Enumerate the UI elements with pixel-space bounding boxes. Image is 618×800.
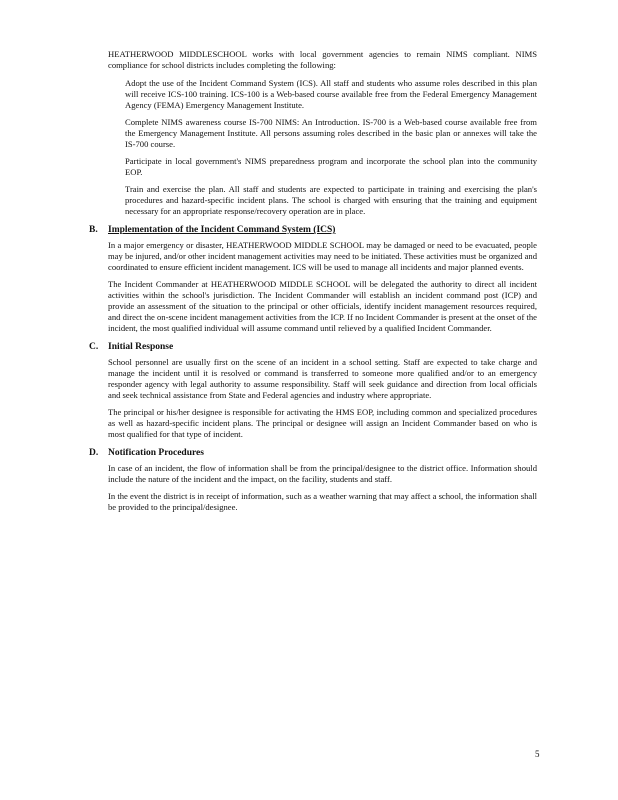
- paragraph: In a major emergency or disaster, HEATHERWOOD MIDDLE SCHOOL may be damaged or need to be evacuated, people may be injured, and/or other incident management activities may need to be initiated. These activities must be organized and coordinated to ensure efficient incident management. ICS will be used to manage all incidents and major planned events.: [108, 240, 537, 272]
- section-ics-implementation: [89, 224, 537, 334]
- page-number: 5: [535, 749, 540, 759]
- section-title: Initial Response: [108, 342, 174, 352]
- paragraph: School personnel are usually first on the scene of an incident in a school setting. Staff are expected to take charge and manage the incident until it is resolved or command is transferred to someone more qualified and/or to an emergency responder agency with legal authority to assume responsibility. Staff will seek guidance and direction from local officials and seek technical assistance from State and Federal agencies and industry where appropriate.: [108, 357, 537, 400]
- section-initial-response: [89, 341, 537, 440]
- nims-compliance-list: [89, 78, 537, 217]
- paragraph: In the event the district is in receipt of information, such as a weather warning that may affect a school, the information shall be provided to the principal/designee.: [108, 491, 537, 512]
- section-title: Implementation of the Incident Command System (ICS): [108, 225, 336, 235]
- list-item: Participate in local government's NIMS preparedness program and incorporate the school plan into the community EOP.: [125, 156, 537, 177]
- page-content: [89, 49, 537, 513]
- paragraph: In case of an incident, the flow of information shall be from the principal/designee to the district office. Information should include the nature of the incident and the impact, on the facility, students and staff.: [108, 463, 537, 484]
- list-item: Adopt the use of the Incident Command System (ICS). All staff and students who assume roles described in this plan will receive ICS-100 training. ICS-100 is a Web-based course available free from the Federal Emergency Management Agency (FEMA) Emergency Management Institute.: [125, 78, 537, 110]
- section-heading: [89, 224, 537, 236]
- paragraph: The principal or his/her designee is responsible for activating the HMS EOP, including common and specialized procedures as well as hazard-specific incident plans. The principal or designee will assign an Incident Commander based on who is most qualified for that type of incident.: [108, 407, 537, 439]
- paragraph: The Incident Commander at HEATHERWOOD MIDDLE SCHOOL will be delegated the authority to direct all incident activities within the school's jurisdiction. The Incident Commander will establish an incident command post (ICP) and provide an assessment of the situation to the principal or other officials, identify incident management resources required, and direct the on-scene incident management activities from the ICP. If no Incident Commander is present at the onset of the incident, the most qualified individual will assume command until relieved by a qualified Incident Commander.: [108, 279, 537, 333]
- section-heading: [89, 341, 537, 353]
- list-item: Complete NIMS awareness course IS-700 NIMS: An Introduction. IS-700 is a Web-based course available free from the Emergency Management Institute. All persons assuming roles described in the basic plan or annexes will take the IS-700 course.: [125, 117, 537, 149]
- section-letter: C.: [89, 342, 99, 352]
- section-heading: [89, 447, 537, 459]
- list-item: Train and exercise the plan. All staff and students are expected to participate in training and exercising the plan's procedures and hazard-specific incident plans. The school is charged with ensuring that the training and equipment necessary for an appropriate response/recovery operation are in place.: [125, 184, 537, 216]
- section-letter: D.: [89, 448, 99, 458]
- intro-paragraph: HEATHERWOOD MIDDLESCHOOL works with local government agencies to remain NIMS compliant. NIMS compliance for school districts includes completing the following:: [108, 49, 537, 70]
- section-letter: B.: [89, 225, 98, 235]
- section-notification-procedures: [89, 447, 537, 513]
- section-title: Notification Procedures: [108, 448, 204, 458]
